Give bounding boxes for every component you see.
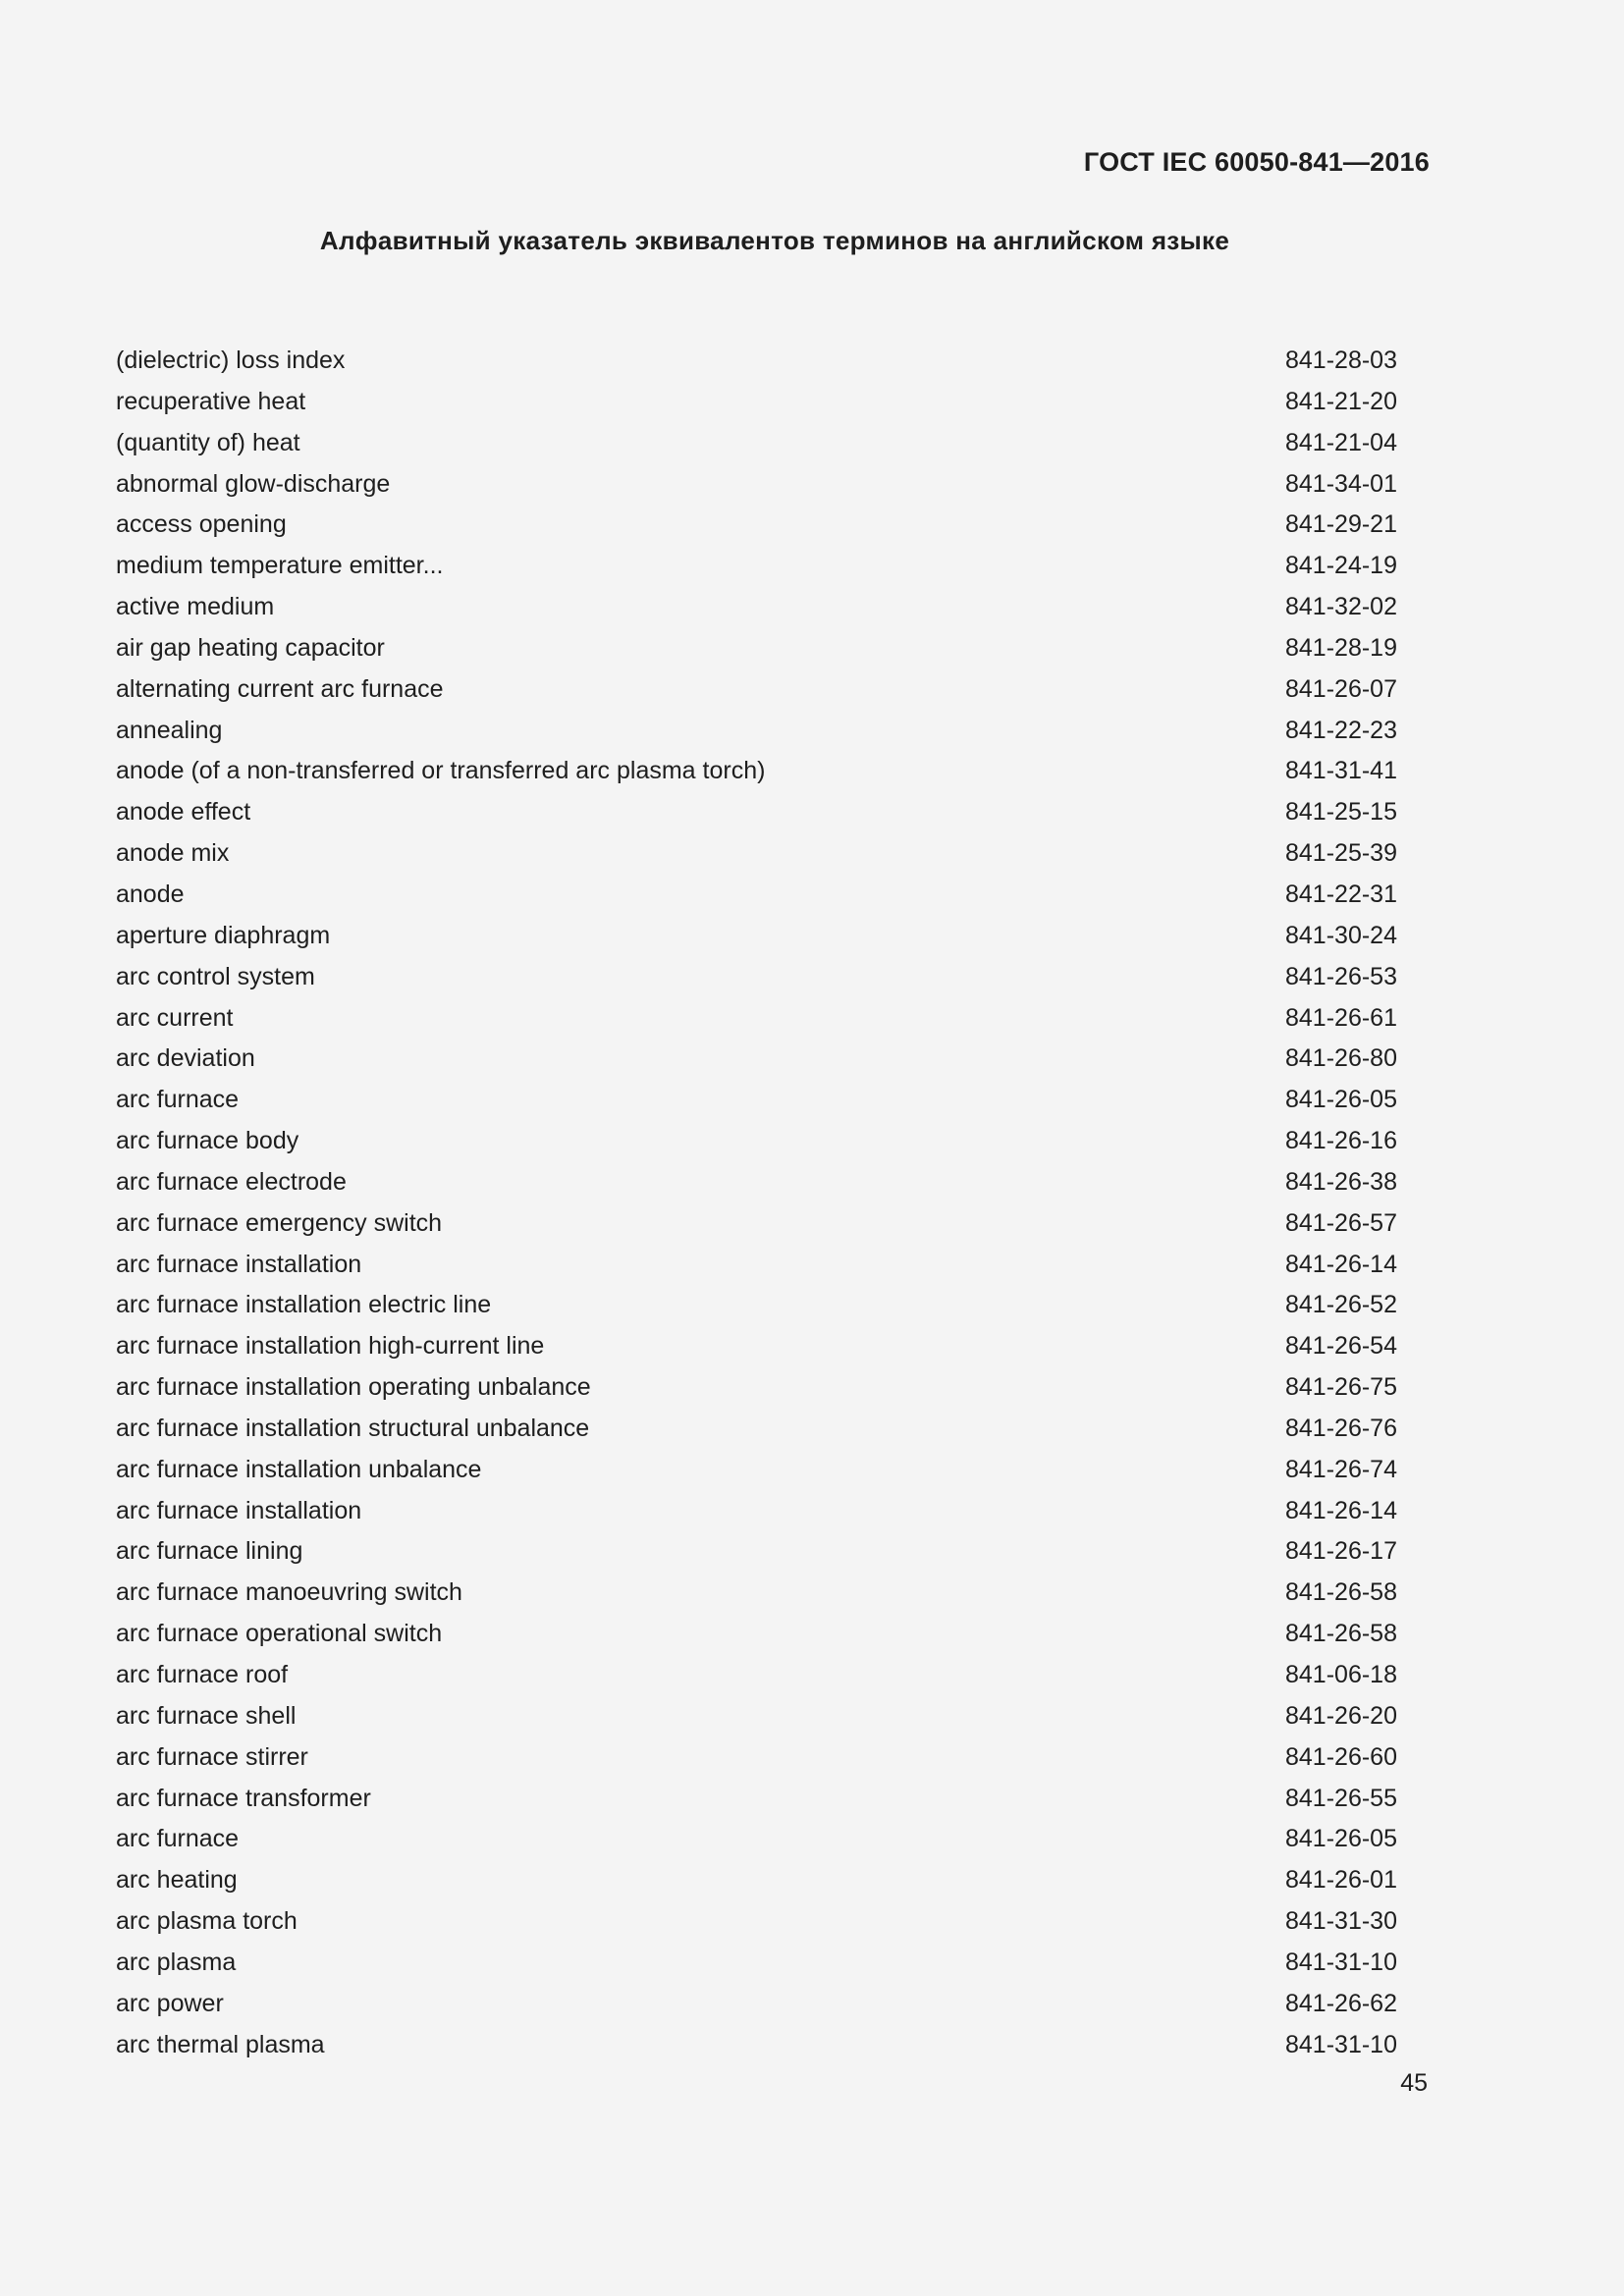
entry-code: 841-28-19 (1285, 633, 1397, 662)
index-entry (116, 1617, 1432, 1658)
entry-term: arc current (116, 1003, 234, 1032)
index-entry (116, 344, 1432, 385)
entry-code: 841-26-54 (1285, 1332, 1397, 1361)
index-entry (116, 1165, 1432, 1206)
index-entry (116, 1658, 1432, 1699)
entry-code: 841-06-18 (1285, 1661, 1397, 1688)
entry-code: 841-26-20 (1285, 1701, 1397, 1730)
entry-term: arc furnace installation unbalance (116, 1455, 482, 1483)
index-entry (116, 1946, 1432, 1987)
entry-term: abnormal glow-discharge (116, 469, 391, 498)
entry-term: arc furnace operational switch (116, 1620, 443, 1648)
entry-code: 841-26-01 (1285, 1866, 1397, 1895)
index-entry (116, 1412, 1432, 1453)
entry-term: active medium (116, 593, 275, 621)
entry-term: arc furnace (116, 1825, 240, 1853)
entry-term: arc furnace body (116, 1127, 299, 1155)
index-entry (116, 385, 1432, 426)
index-entry (116, 1987, 1432, 2028)
entry-code: 841-24-19 (1285, 552, 1397, 580)
index-entry (116, 1534, 1432, 1575)
index-entry (116, 1329, 1432, 1370)
entry-code: 841-25-39 (1285, 839, 1397, 868)
entry-term: arc furnace stirrer (116, 1742, 308, 1771)
entry-code: 841-26-80 (1285, 1044, 1397, 1073)
entry-term: medium temperature emitter... (116, 552, 444, 580)
entry-code: 841-26-74 (1285, 1455, 1397, 1483)
entry-code: 841-26-62 (1285, 1989, 1397, 2017)
index-entry (116, 1740, 1432, 1782)
entry-code: 841-26-52 (1285, 1291, 1397, 1319)
entry-code: 841-22-23 (1285, 716, 1397, 744)
entry-code: 841-26-60 (1285, 1742, 1397, 1771)
index-entry (116, 549, 1432, 590)
entry-term: arc furnace (116, 1086, 240, 1114)
entry-code: 841-26-55 (1285, 1784, 1397, 1812)
index-entry (116, 426, 1432, 467)
index-entry (116, 1288, 1432, 1329)
entry-term: air gap heating capacitor (116, 633, 385, 662)
index-entry (116, 836, 1432, 878)
entry-term: anode effect (116, 798, 251, 827)
entry-code: 841-26-07 (1285, 674, 1397, 703)
entry-term: arc furnace electrode (116, 1167, 347, 1196)
entry-code: 841-29-21 (1285, 510, 1397, 539)
entry-term: anode mix (116, 839, 230, 868)
entry-code: 841-22-31 (1285, 880, 1397, 908)
index-entry (116, 672, 1432, 714)
entry-term: arc furnace installation (116, 1496, 362, 1524)
entry-code: 841-26-05 (1285, 1825, 1397, 1853)
entry-code: 841-21-20 (1285, 387, 1397, 415)
entry-term: arc furnace installation structural unbalance (116, 1414, 590, 1442)
entry-term: anode (116, 880, 185, 908)
entry-term: annealing (116, 716, 223, 744)
entry-code: 841-21-04 (1285, 428, 1397, 456)
entry-term: arc thermal plasma (116, 2030, 325, 2058)
page-title: Алфавитный указатель эквивалентов терминов на английском языке (319, 226, 1230, 255)
index-entry (116, 631, 1432, 672)
entry-term: arc furnace installation electric line (116, 1291, 492, 1319)
index-entry (116, 1494, 1432, 1535)
entry-term: alternating current arc furnace (116, 674, 444, 703)
index-entry (116, 507, 1432, 549)
entry-code: 841-26-38 (1285, 1167, 1397, 1196)
entry-code: 841-26-58 (1285, 1578, 1397, 1607)
entry-term: aperture diaphragm (116, 921, 331, 949)
index-entry (116, 878, 1432, 919)
document-id-header: ГОСТ IEC 60050-841—2016 (1083, 147, 1430, 177)
entry-code: 841-31-10 (1285, 1948, 1397, 1976)
entry-code: 841-26-61 (1285, 1003, 1397, 1032)
entry-term: arc control system (116, 962, 315, 990)
index-entry (116, 2028, 1432, 2069)
index-entry (116, 795, 1432, 836)
index-entry (116, 919, 1432, 960)
index-entry (116, 754, 1432, 795)
entry-term: anode (of a non-transferred or transferred arc plasma torch) (116, 757, 766, 785)
index-entry (116, 1863, 1432, 1904)
index-entry (116, 1083, 1432, 1124)
entry-term: arc furnace installation (116, 1250, 362, 1278)
index-entry (116, 1206, 1432, 1248)
entry-code: 841-31-41 (1285, 757, 1397, 785)
entry-code: 841-26-17 (1285, 1537, 1397, 1566)
entry-term: arc furnace shell (116, 1701, 297, 1730)
entry-code: 841-26-16 (1285, 1127, 1397, 1155)
entry-code: 841-31-10 (1285, 2030, 1397, 2058)
page-number: 45 (1400, 2069, 1428, 2097)
index-entry (116, 1699, 1432, 1740)
entry-code: 841-26-57 (1285, 1208, 1397, 1237)
index-entry (116, 1575, 1432, 1617)
entry-code: 841-34-01 (1285, 469, 1397, 498)
index-entry (116, 1904, 1432, 1946)
entry-code: 841-26-05 (1285, 1086, 1397, 1114)
entry-code: 841-26-75 (1285, 1373, 1397, 1402)
entry-term: arc power (116, 1989, 224, 2017)
entry-term: arc deviation (116, 1044, 255, 1073)
index-entry (116, 1124, 1432, 1165)
entry-term: arc furnace roof (116, 1661, 289, 1688)
index-entry (116, 1782, 1432, 1823)
term-index-list (116, 344, 1432, 2068)
index-entry (116, 1370, 1432, 1412)
entry-code: 841-28-03 (1285, 347, 1397, 374)
index-entry (116, 467, 1432, 508)
entry-code: 841-26-14 (1285, 1496, 1397, 1524)
index-entry (116, 714, 1432, 755)
entry-code: 841-32-02 (1285, 593, 1397, 621)
entry-term: arc furnace manoeuvring switch (116, 1578, 462, 1607)
entry-term: recuperative heat (116, 387, 306, 415)
entry-code: 841-31-30 (1285, 1907, 1397, 1936)
entry-term: (dielectric) loss index (116, 347, 346, 374)
entry-term: arc furnace installation operating unbalance (116, 1373, 591, 1402)
index-entry (116, 1248, 1432, 1289)
entry-term: access opening (116, 510, 287, 539)
entry-code: 841-25-15 (1285, 798, 1397, 827)
index-entry (116, 1001, 1432, 1042)
entry-term: arc furnace transformer (116, 1784, 371, 1812)
index-entry (116, 1822, 1432, 1863)
entry-term: arc furnace lining (116, 1537, 303, 1566)
entry-term: arc plasma torch (116, 1907, 298, 1936)
entry-term: arc plasma (116, 1948, 237, 1976)
entry-term: (quantity of) heat (116, 428, 300, 456)
entry-code: 841-26-58 (1285, 1620, 1397, 1648)
entry-code: 841-30-24 (1285, 921, 1397, 949)
entry-code: 841-26-14 (1285, 1250, 1397, 1278)
entry-term: arc furnace emergency switch (116, 1208, 443, 1237)
index-entry (116, 960, 1432, 1001)
index-entry (116, 1453, 1432, 1494)
index-entry (116, 590, 1432, 631)
entry-term: arc furnace installation high-current line (116, 1332, 545, 1361)
entry-code: 841-26-53 (1285, 962, 1397, 990)
entry-term: arc heating (116, 1866, 238, 1895)
index-entry (116, 1041, 1432, 1083)
entry-code: 841-26-76 (1285, 1414, 1397, 1442)
